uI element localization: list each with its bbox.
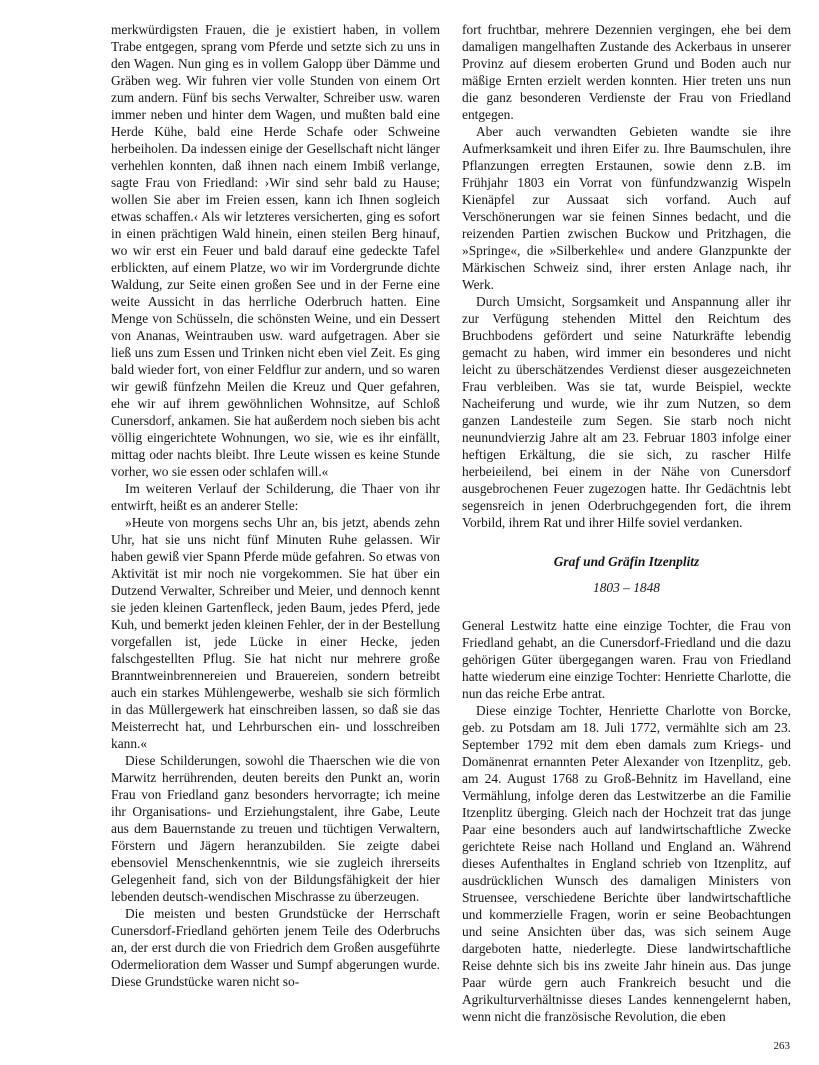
right-column <box>462 21 791 1025</box>
paragraph: Aber auch verwandten Gebieten wandte sie ihre Aufmerksamkeit und ihren Eifer zu. Ihre Baumschulen, ihre Pflanzungen erregten Erstaunen, sowie denn z.B. im Frühjahr 1803 ein Vorrat von fünfundzwanzig Wispeln Kienäpfel zur Aussaat sich vorfand. Auch auf Verschönerungen war sie feinen Sinnes bedacht, und die reizenden Partien zwischen Buckow und Pritzhagen, die »Springe«, die »Silberkehle« und andere Glanzpunkte der Märkischen Schweiz sind, ihrer ersten Anlage nach, ihr Werk. <box>462 124 791 292</box>
paragraph: Die meisten und besten Grundstücke der Herrschaft Cunersdorf-Friedland gehörten jenem Teile des Oderbruchs an, der erst durch die von Friedrich dem Großen ausgeführte Odermelioration dem Wasser und Sumpf abgerungen wurde. Diese Grundstücke waren nicht so- <box>111 906 440 989</box>
paragraph: Durch Umsicht, Sorgsamkeit und Anspannung aller ihr zur Verfügung stehenden Mittel den Reichtum des Bruchbodens gefördert und seine Naturkräfte lebendig gemacht zu haben, wird immer ein besonderes und nicht leicht zu überschätzendes Verdienst dieser ausgezeichneten Frau verbleiben. Was sie tat, wurde Beispiel, weckte Nacheiferung und wurde, wie ihr zum Nutzen, so dem ganzen Landesteile zum Segen. Sie starb noch nicht neunundvierzig Jahre alt am 23. Februar 1803 infolge einer heftigen Erkältung, die sie sich, zu rascher Hilfe herbeieilend, bei einem in der Nähe von Cunersdorf ausgebrochenen Feuer zugezogen hatte. Ihr Gedächtnis lebt segensreich in jenen Oderbruchgegenden fort, die ihrem Vorbild, ihrem Rat und ihrer Hilfe soviel verdanken. <box>462 294 791 530</box>
paragraph: Im weiteren Verlauf der Schilderung, die Thaer von ihr entwirft, heißt es an anderer Stelle: <box>111 481 440 513</box>
page-number: 263 <box>773 1040 790 1052</box>
paragraph: merkwürdigsten Frauen, die je existiert haben, in vollem Trabe entgegen, sprang vom Pferde und setzte sich zu uns in den Wagen. Nun ging es in vollem Galopp über Dämme und Gräben weg. Wir fuhren vier volle Stunden von einem Ort zum andern. Fünf bis sechs Verwalter, Schreiber usw. waren immer neben und hinter dem Wagen, und mußten bald eine Herde Kühe, bald eine Herde Schafe oder Schweine herbeiholen. Da indessen einige der Gesellschaft nicht länger verhehlen konnten, daß ihnen nach einem Imbiß verlange, sagte Frau von Friedland: ›Wir sind sehr bald zu Hause; wollen Sie aber im Freien essen, kann ich Ihnen sogleich etwas schaffen.‹ Als wir letzteres versicherten, ging es sofort in einen prächtigen Wald hinein, einen steilen Berg hinauf, wo wir erst ein Feuer und bald darauf eine gedeckte Tafel erblickten, auf einem Platze, wo wir im Vordergrunde dichte Waldung, zur Seite einen großen See und in der Ferne eine weite Aussicht in das herrliche Oderbruch hatten. Eine Menge von Schüsseln, die schönsten Weine, und ein Dessert von Ananas, Weintrauben usw. ward aufgetragen. Aber sie ließ uns zum Essen und Trinken nicht eben viel Zeit. Es ging bald wieder fort, von einer Feldflur zur andern, und so waren wir gewiß fünfzehn Meilen die Kreuz und Quer gefahren, ehe wir auf ihrem gewöhnlichen Wohnsitze, auf Schloß Cunersdorf, ankamen. Sie hat außerdem noch sieben bis acht völlig eingerichtete Wohnungen, wo sie, wie es ihr einfällt, mittag oder nachts bleibt. Ihre Leute wissen es keine Stunde vorher, wo sie essen oder schlafen will.« <box>111 22 440 479</box>
paragraph: fort fruchtbar, mehrere Dezennien vergingen, ehe bei dem damaligen mangelhaften Zustande des Ackerbaus in unserer Provinz auf diesem eroberten Grund und Boden auch nur mäßige Ernten erzielt werden konnten. Hier treten uns nun die ganz besonderen Verdienste der Frau von Friedland entgegen. <box>462 22 791 122</box>
paragraph: Diese einzige Tochter, Henriette Charlotte von Borcke, geb. zu Potsdam am 18. Juli 1772, vermählte sich am 23. September 1792 mit dem eben damals zum Kriegs- und Domänenrat ernannten Peter Alexander von Itzenplitz, geb. am 24. August 1768 zu Groß-Behnitz im Havelland, eine Vermählung, infolge deren das Lestwitzerbe an die Familie Itzenplitz überging. Gleich nach der Hochzeit trat das junge Paar eine besonders auch auf landwirtschaftliche Zwecke gerichtete Reise nach Holland und England an. Während dieses Aufenthaltes in England schrieb von Itzenplitz, auf ausdrücklichen Wunsch des damaligen Ministers von Struensee, verschiedene Berichte über landwirtschaftliche und kommerzielle Fragen, worin er seine Beobachtungen und seine Ansichten über das, was sich seinem Auge dargeboten hatte, niederlegte. Diese landwirtschaftliche Reise dehnte sich bis ins zweite Jahr hinein aus. Das junge Paar würde gern auch Frankreich besucht und die Agrikulturverhältnisse dieses Landes kennengelernt haben, wenn nicht die französische Revolution, die eben <box>462 703 791 1024</box>
quote-paragraph: »Heute von morgens sechs Uhr an, bis jetzt, abends zehn Uhr, hat sie uns nicht fünf Minuten Ruhe gelassen. Wir haben gewiß vier Spann Pferde müde gefahren. So etwas von Aktivität ist mir noch nie vorgekommen. Sie hat über ein Dutzend Verwalter, Schreiber und Meier, und dennoch kennt sie jeden kleinen Gartenfleck, jeden Baum, jedes Pferd, jede Kuh, und bemerkt jeden kleinen Fehler, der in der Bestellung vorgefallen ist, jede Lücke in einer Hecke, jeden falschgestellten Pflug. Sie hat nicht nur mehrere große Branntweinbrennereien und Brauereien, sondern betreibt auch ein starkes Mühlengewerbe, weshalb sie sich förmlich in das Müllergewerk hat einschreiben lassen, so daß sie das Meisterrecht hat, und Lehrburschen ein- und losschreiben kann.« <box>111 515 440 751</box>
section-heading: Graf und Gräfin Itzenplitz <box>553 554 700 569</box>
paragraph: Diese Schilderungen, sowohl die Thaerschen wie die von Marwitz herrührenden, deuten bereits den Punkt an, worin Frau von Friedland ganz besonders hervorragte; ich meine ihr Organisations- und Erziehungstalent, ihre Gabe, Leute aus dem Bauernstande zu treuen und tüchtigen Verwaltern, Förstern und Jägern heranzubilden. Sie zeigte dabei ebensoviel Menschenkenntnis, wie sie zugleich ihrerseits Gelegenheit fand, sich von der Bildungsfähigkeit der hier lebenden deutsch-wendischen Mischrasse zu überzeugen. <box>111 753 440 904</box>
paragraph: General Lestwitz hatte eine einzige Tochter, die Frau von Friedland gehabt, an die Cunersdorf-Friedland und die dazu gehörigen Güter übergegangen waren. Frau von Friedland hatte wiederum eine einzige Tochter: Henriette Charlotte, die nun das reiche Erbe antrat. <box>462 618 791 701</box>
left-column <box>111 21 440 990</box>
section-dates: 1803 – 1848 <box>593 580 660 595</box>
